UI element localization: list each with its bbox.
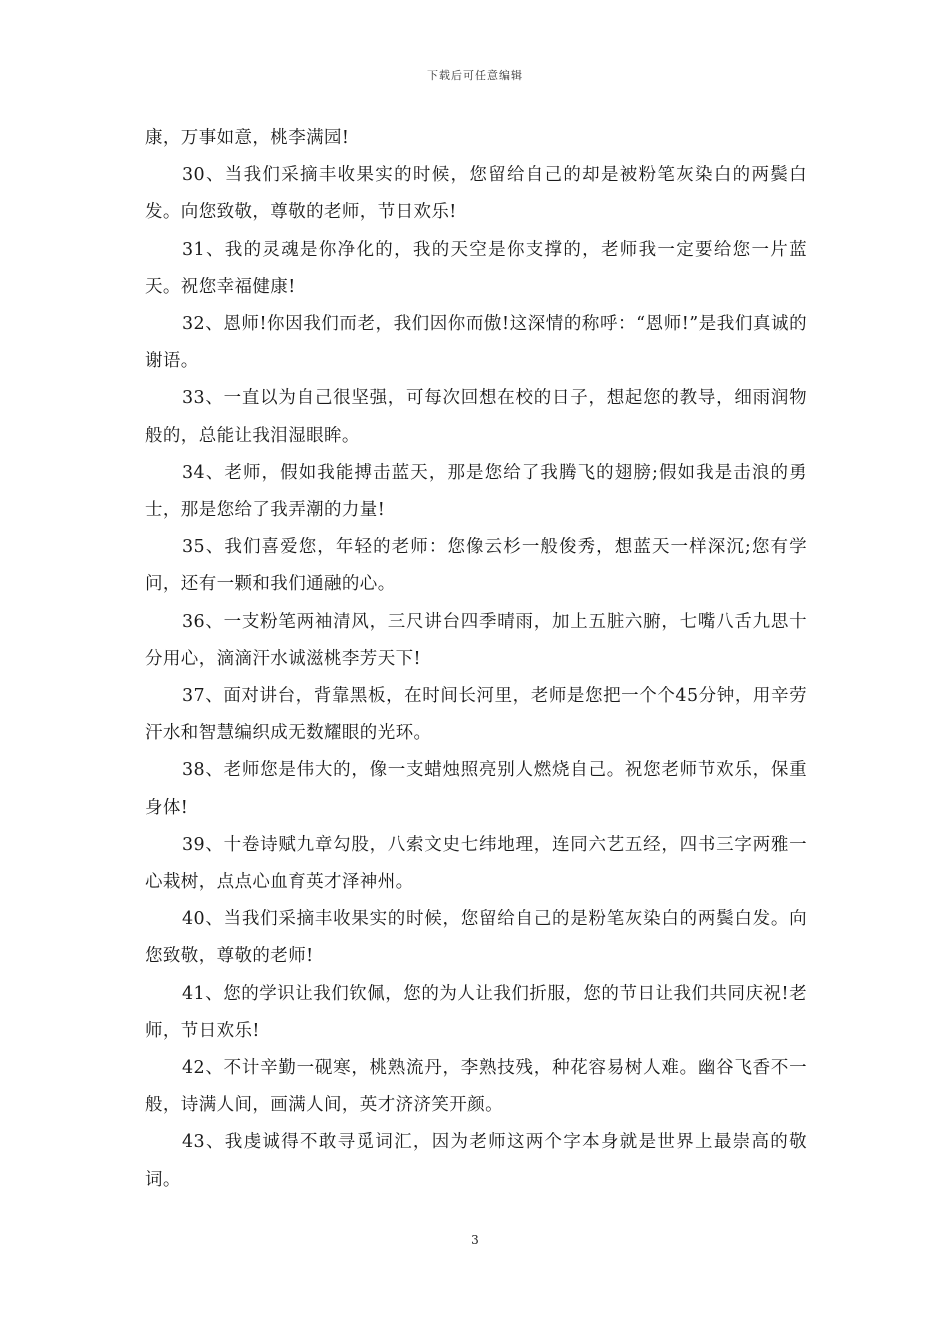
paragraph-36: 36、一支粉笔两袖清风，三尺讲台四季晴雨，加上五脏六腑，七嘴八舌九思十分用心，滴滴汗水诚滋桃李芳天下! xyxy=(145,611,807,669)
paragraph-42: 42、不计辛勤一砚寒，桃熟流丹，李熟技残，种花容易树人难。幽谷飞香不一般，诗满人间，画满人间，英才济济笑开颜。 xyxy=(145,1058,807,1116)
paragraph-41: 41、您的学识让我们钦佩，您的为人让我们折服，您的节日让我们共同庆祝!老师，节日欢乐! xyxy=(145,983,807,1041)
paragraph-43: 43、我虔诚得不敢寻觅词汇，因为老师这两个字本身就是世界上最崇高的敬词。 xyxy=(145,1132,807,1190)
paragraph-39: 39、十卷诗赋九章勾股，八索文史七纬地理，连同六艺五经，四书三字两雅一心栽树，点点心血育英才泽神州。 xyxy=(145,834,807,893)
page-header: 下载后可任意编辑 xyxy=(427,69,523,82)
paragraph-40: 40、当我们采摘丰收果实的时候，您留给自己的是粉笔灰染白的两鬓白发。向您致敬，尊敬的老师! xyxy=(145,909,807,967)
paragraph-32: 32、恩师!你因我们而老，我们因你而傲!这深情的称呼：“恩师!”是我们真诚的谢语。 xyxy=(145,314,807,372)
page-number: 3 xyxy=(471,1233,479,1247)
paragraph-35: 35、我们喜爱您，年轻的老师：您像云杉一般俊秀，想蓝天一样深沉;您有学问，还有一颗和我们通融的心。 xyxy=(145,537,807,595)
paragraph-continuation: 康，万事如意，桃李满园! xyxy=(145,128,350,148)
paragraph-37: 37、面对讲台，背靠黑板，在时间长河里，老师是您把一个个45分钟，用辛劳汗水和智慧编织成无数耀眼的光环。 xyxy=(145,686,807,744)
paragraph-33: 33、一直以为自己很坚强，可每次回想在校的日子，想起您的教导，细雨润物般的，总能让我泪湿眼眸。 xyxy=(145,388,807,446)
paragraph-31: 31、我的灵魂是你净化的，我的天空是你支撑的，老师我一定要给您一片蓝天。祝您幸福健康! xyxy=(145,239,807,297)
paragraph-38: 38、老师您是伟大的，像一支蜡烛照亮别人燃烧自己。祝您老师节欢乐，保重身体! xyxy=(145,760,807,818)
document-body xyxy=(145,120,807,1199)
paragraph-30: 30、当我们采摘丰收果实的时候，您留给自己的却是被粉笔灰染白的两鬓白发。向您致敬，尊敬的老师，节日欢乐! xyxy=(145,165,807,223)
paragraph-34: 34、老师，假如我能搏击蓝天，那是您给了我腾飞的翅膀;假如我是击浪的勇士，那是您给了我弄潮的力量! xyxy=(145,462,807,521)
